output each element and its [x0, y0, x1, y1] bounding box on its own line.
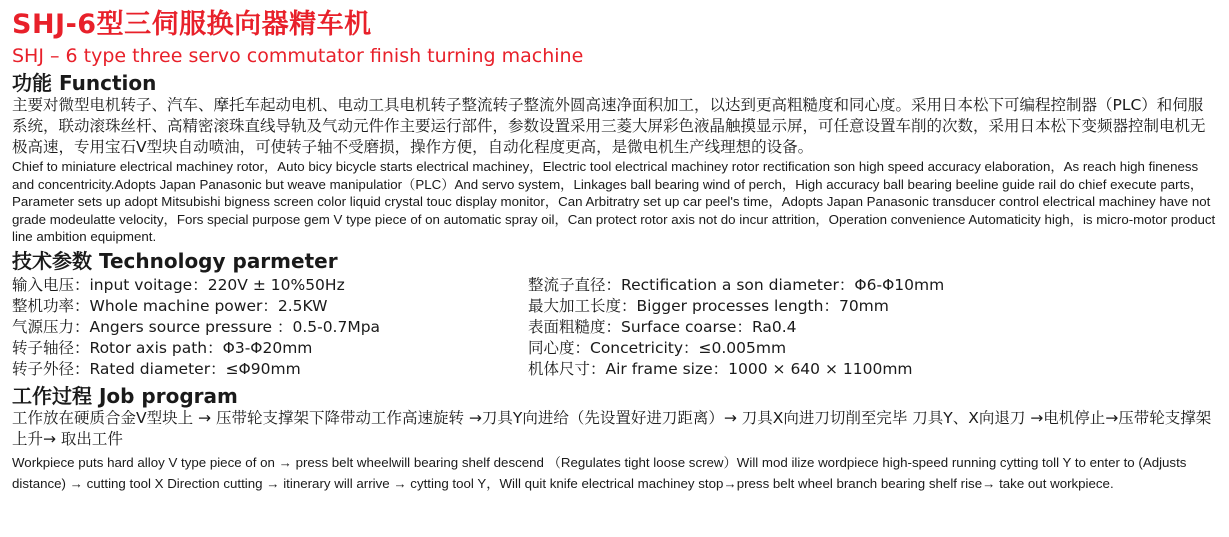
- function-text-en: Chief to miniature electrical machiney rotor，Auto bicy bicycle starts electrical machiney，Electric tool electrical machiney rotor rectification son high speed accuracy elaboration，As reach high fineness and concentricity.Adopts Japan Panasonic but weave manipulatior（PLC）And servo system，Linkages ball bearing wind of perch，High accuracy ball bearing beeline guide rail do chief execute parts，Parameter sets up adopt Mitsubishi bigness screen color liquid crystal touc display monitor，Can Arbitratry set up car peel's time，Adopts Japan Panasonic transducer control electrical machiney have not grade modeulatte velocity，Fors special purpose gem V type piece of on automatic spray oil，Can protect rotor axis not do incur attrition，Operation convenience Automaticity high，is micro-motor product line ambition equipment.: [12, 159, 1216, 244]
- function-text-cn: 主要对微型电机转子、汽车、摩托车起动电机、电动工具电机转子整流转子整流外圆高速净面积加工，以达到更高粗糙度和同心度。采用日本松下可编程控制器（PLC）和伺服系统，联动滚珠丝杆、高精密滚珠直线导轨及气动元件作主要运行部件，参数设置采用三菱大屏彩色液晶触摸显示屏，可任意设置车削的次数，采用日本松下变频器控制电机无极高速，专用宝石V型块自动喷油，可使转子轴不受磨损，操作方便，自动化程度更高，是微电机生产线理想的设备。: [12, 96, 1206, 156]
- param-surface-roughness: 表面粗糙度：Surface coarse：Ra0.4: [528, 317, 797, 336]
- page-title: SHJ-6型三伺服换向器精车机: [12, 9, 372, 40]
- param-air-pressure: 气源压力：Angers source pressure ：0.5-0.7Mpa: [12, 317, 381, 336]
- product-sheet: [12, 8, 1217, 495]
- job-text-en: Workpiece puts hard alloy V type piece of on → press belt wheelwill bearing shelf descend （Regulates tight loose screw）Will mod ilize wordpiece high-speed running cytting toll Y to enter to (Adjusts distance) → cutting tool X Direction cutting → itinerary will arrive → cytting tool Y，Will quit knife electrical machiney stop→press belt wheel branch bearing shelf rise→ take out workpiece.: [12, 454, 1187, 492]
- parameter-table: [12, 275, 1217, 381]
- technology-heading: 技术参数 Technology parmeter: [12, 248, 338, 273]
- parameter-column-left: [12, 275, 528, 381]
- param-rotor-axis: 转子轴径：Rotor axis path：Φ3-Φ20mm: [12, 339, 313, 358]
- param-frame-size: 机体尺寸：Air frame size：1000 × 640 × 1100mm: [528, 360, 913, 379]
- param-machine-power: 整机功率：Whole machine power：2.5KW: [12, 296, 328, 315]
- param-concentricity: 同心度：Concetricity：≤0.005mm: [528, 339, 787, 358]
- param-input-voltage: 输入电压：input voitage：220V ± 10%50Hz: [12, 275, 345, 294]
- parameter-column-right: [528, 275, 1208, 381]
- job-text-cn: 工作放在硬质合金V型块上 → 压带轮支撑架下降带动工作高速旋转 →刀具Y向进给（先设置好进刀距离）→ 刀具X向进刀切削至完毕 刀具Y、X向退刀 →电机停止→压带轮支撑架上升→ 取出工件: [12, 408, 1212, 448]
- param-process-length: 最大加工长度：Bigger processes length：70mm: [528, 296, 889, 315]
- param-commutator-diameter: 整流子直径：Rectification a son diameter：Φ6-Φ10mm: [528, 275, 945, 294]
- function-heading: 功能 Function: [12, 71, 157, 95]
- page-subtitle: SHJ – 6 type three servo commutator finish turning machine: [12, 45, 584, 67]
- param-rotor-diameter: 转子外径：Rated diameter：≤Φ90mm: [12, 360, 301, 379]
- job-heading: 工作过程 Job program: [12, 383, 238, 408]
